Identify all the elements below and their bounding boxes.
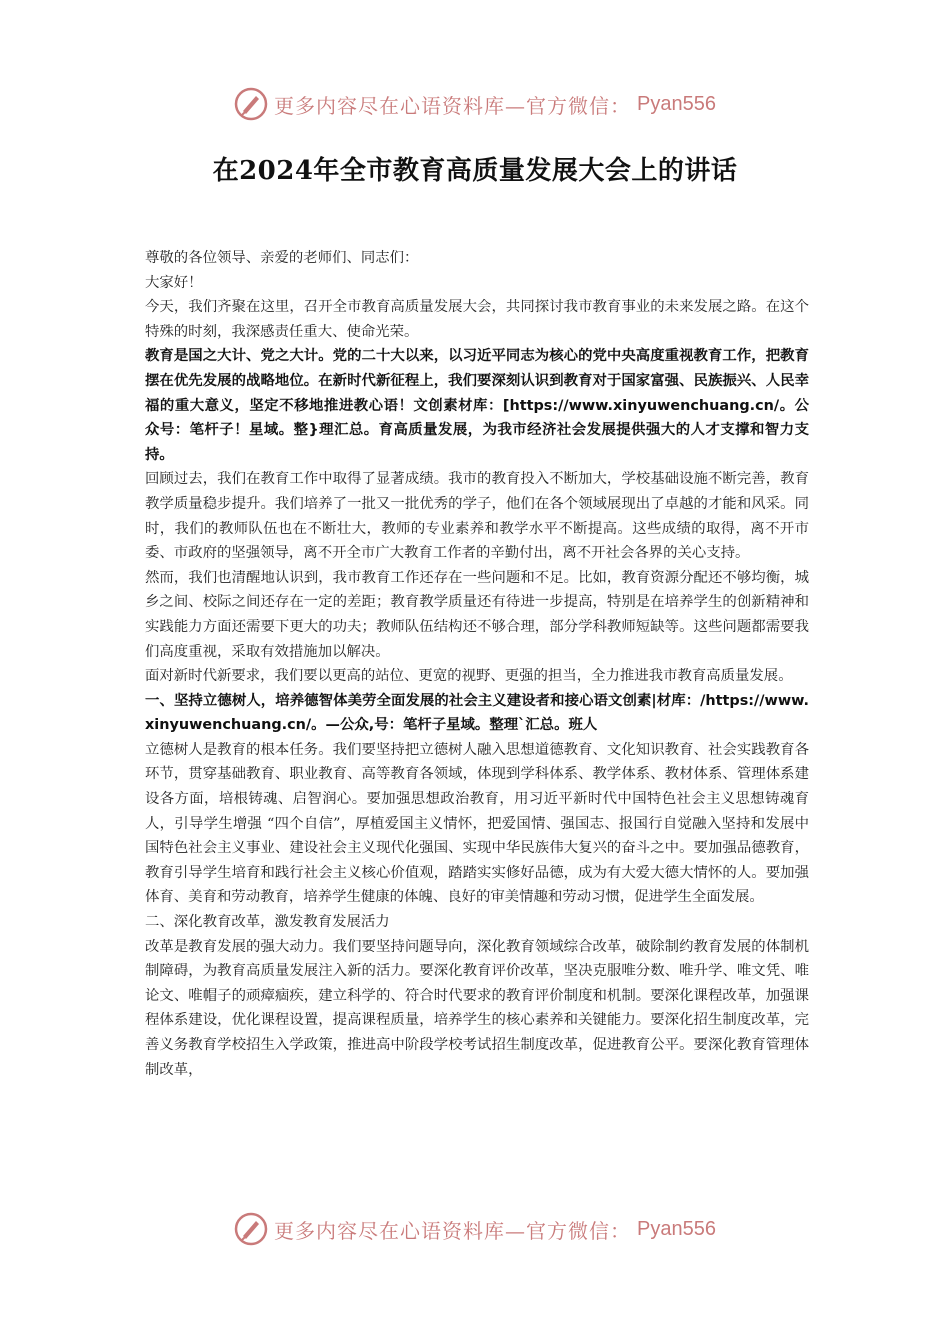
banner-text: 更多内容尽在心语资料库—官方微信：	[274, 93, 632, 118]
document-title: 在2024年全市教育高质量发展大会上的讲话	[212, 156, 738, 186]
banner-wechat-id: Pyan556	[637, 1217, 716, 1240]
paragraph-problems: 然而，我们也清醒地认识到，我市教育工作还存在一些问题和不足。比如，教育资源分配还不够均衡，城乡之间、校际之间还存在一定的差距；教育教学质量还有待进一步提高，特别是在培养学生的创新精神和实践能力方面还需要下更大的功夫；教师队伍结构还不够合理，部分学科教师短缺等。这些问题都需要我们高度重视，采取有效措施加以解决。	[145, 569, 809, 660]
banner-text: 更多内容尽在心语资料库—官方微信：	[274, 1218, 632, 1243]
header-banner	[0, 84, 950, 124]
footer-banner	[0, 1209, 950, 1249]
document-body	[145, 246, 809, 1082]
paragraph-section-1: 立德树人是教育的根本任务。我们要坚持把立德树人融入思想道德教育、文化知识教育、社会实践教育各环节，贯穿基础教育、职业教育、高等教育各领域，体现到学科体系、教学体系、教材体系、管理体系建设各方面，培根铸魂、启智润心。要加强思想政治教育，用习近平新时代中国特色社会主义思想铸魂育人，引导学生增强 “四个自信”，厚植爱国主义情怀，把爱国情、强国志、报国行自觉融入坚持和发展中国特色社会主义事业、建设社会主义现代化强国、实现中华民族伟大复兴的奋斗之中。要加强品德教育，教育引导学生培育和践行社会主义核心价值观，踏踏实实修好品德，成为有大爱大德大情怀的人。要加强体育、美育和劳动教育，培养学生健康的体魄、良好的审美情趣和劳动习惯，促进学生全面发展。	[145, 741, 809, 906]
banner-wechat-id: Pyan556	[637, 92, 716, 115]
paragraph-section-2: 改革是教育发展的强大动力。我们要坚持问题导向，深化教育领域综合改革，破除制约教育发展的体制机制障碍，为教育高质量发展注入新的活力。要深化教育评价改革，坚决克服唯分数、唯升学、唯文凭、唯论文、唯帽子的顽瘴痼疾，建立科学的、符合时代要求的教育评价制度和机制。要深化课程改革，加强课程体系建设，优化课程设置，提高课程质量，培养学生的核心素养和关键能力。要深化招生制度改革，完善义务教育学校招生入学政策，推进高中阶段学校考试招生制度改革，促进教育公平。要深化教育管理体制改革，	[145, 938, 809, 1078]
paragraph-importance: 教育是国之大计、党之大计。党的二十大以来，以习近平同志为核心的党中央高度重视教育工作，把教育摆在优先发展的战略地位。在新时代新征程上，我们要深刻认识到教育对于国家富强、民族振兴、人民幸福的重大意义，坚定不移地推进教心语！文创素材库：[https://www.xinyuwenchuang.cn/。公众号：笔杆子！星域。整}理汇总。育高质量发展，为我市经济社会发展提供强大的人才支撑和智力支持。	[145, 348, 809, 463]
salutation: 尊敬的各位领导、亲爱的老师们、同志们：	[145, 250, 419, 266]
library-logo-icon	[234, 1212, 268, 1246]
greeting: 大家好！	[145, 274, 203, 291]
paragraph-requirements: 面对新时代新要求，我们要以更高的站位、更宽的视野、更强的担当，全力推进我市教育高质量发展。	[145, 668, 793, 685]
paragraph-review: 回顾过去，我们在教育工作中取得了显著成绩。我市的教育投入不断加大，学校基础设施不断完善，教育教学质量稳步提升。我们培养了一批又一批优秀的学子，他们在各个领域展现出了卓越的才能和风采。同时，我们的教师队伍也在不断壮大，教师的专业素养和教学水平不断提高。这些成绩的取得，离不开市委、市政府的坚强领导，离不开全市广大教育工作者的辛勤付出，离不开社会各界的关心支持。	[145, 471, 809, 562]
section-heading-1: 一、坚持立德树人，培养德智体美劳全面发展的社会主义建设者和接心语文创素|材库：/https://www.xinyuwenchuang.cn/。—公众,号：笔杆子星域。整理`汇总。班人	[145, 692, 809, 734]
library-logo-icon	[234, 87, 268, 121]
paragraph-intro: 今天，我们齐聚在这里，召开全市教育高质量发展大会，共同探讨我市教育事业的未来发展之路。在这个特殊的时刻，我深感责任重大、使命光荣。	[145, 299, 809, 340]
section-heading-2: 二、深化教育改革，激发教育发展活力	[145, 914, 390, 931]
